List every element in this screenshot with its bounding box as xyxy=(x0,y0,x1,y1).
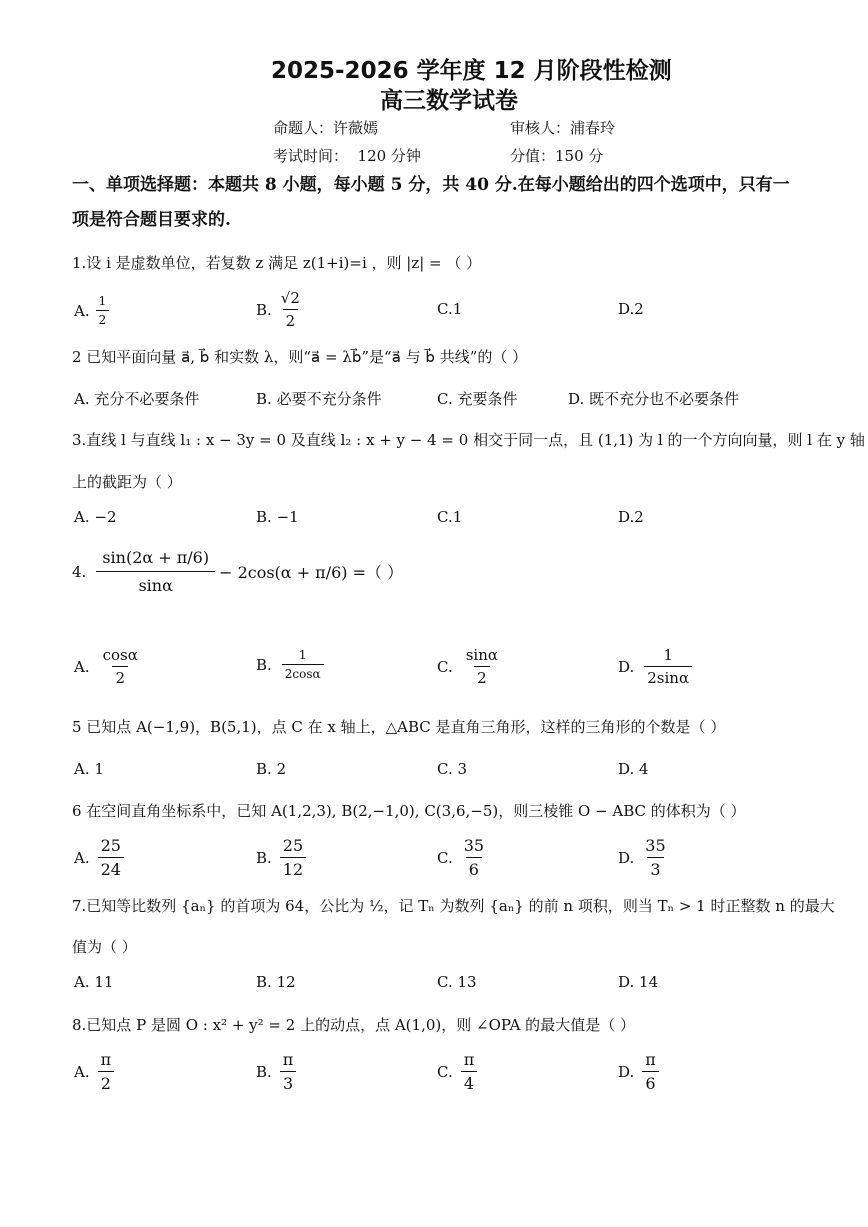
option-denominator: 2sinα xyxy=(644,666,692,687)
question-3-stem-cont: 上的截距为（ ） xyxy=(72,473,182,491)
q2-option-c[interactable] xyxy=(437,388,518,409)
option-text: −1 xyxy=(276,508,299,526)
q3-option-c[interactable] xyxy=(437,508,462,526)
question-6-stem: 6 在空间直角坐标系中，已知 A(1,2,3), B(2,−1,0), C(3,6,−5)，则三棱锥 O − ABC 的体积为（ ） xyxy=(72,802,746,820)
option-numerator: 25 xyxy=(282,836,304,855)
option-label: A. xyxy=(74,848,90,867)
question-7-stem-cont: 值为（ ） xyxy=(72,938,137,956)
option-label: B. xyxy=(256,973,272,991)
q3-option-d[interactable] xyxy=(618,508,644,526)
option-label: B. xyxy=(256,760,272,778)
q6-option-b[interactable] xyxy=(256,836,306,879)
question-2-stem: 2 已知平面向量 a⃗, b⃗ 和实数 λ，则“a⃗ = λb⃗”是“a⃗ 与 b⃗ 共线”的（ ） xyxy=(72,348,528,366)
option-label: A. xyxy=(74,973,90,991)
option-label: A. xyxy=(74,301,90,320)
q6-option-a[interactable] xyxy=(74,836,124,879)
option-text: 1 xyxy=(452,300,463,318)
option-label: B. xyxy=(256,300,272,319)
option-text: 2 xyxy=(634,508,644,526)
option-label: D. xyxy=(618,973,635,991)
q3-option-a[interactable] xyxy=(74,508,117,526)
question-4-stem xyxy=(72,548,403,595)
option-numerator: 35 xyxy=(463,836,485,855)
option-text: 充要条件 xyxy=(457,390,518,408)
option-label: A. xyxy=(74,1062,90,1081)
option-numerator: 25 xyxy=(100,836,121,855)
question-1-stem: 1.设 i 是虚数单位，若复数 z 满足 z(1+i)=i ，则 |z| = （ ） xyxy=(72,254,482,272)
q2-option-b[interactable] xyxy=(256,388,382,409)
stem-denominator: sinα xyxy=(96,571,215,595)
option-label: D. xyxy=(618,848,635,867)
q1-option-c[interactable] xyxy=(437,300,462,318)
option-denominator: 2 xyxy=(96,310,110,327)
option-label: B. xyxy=(256,655,272,674)
setter-info: 命题人：许薇嫣 xyxy=(273,119,379,137)
q8-option-a[interactable] xyxy=(74,1050,114,1093)
option-text: 12 xyxy=(276,973,296,991)
q2-option-d[interactable] xyxy=(568,388,739,409)
q1-option-d[interactable] xyxy=(618,300,644,318)
option-label: C. xyxy=(437,508,453,526)
q4-option-a[interactable] xyxy=(74,646,141,687)
section-heading-cont: 项是符合题目要求的. xyxy=(72,210,231,230)
question-8-stem: 8.已知点 P 是圆 O : x² + y² = 2 上的动点，点 A(1,0)，则 ∠OPA 的最大值是（ ） xyxy=(72,1016,635,1034)
q8-option-c[interactable] xyxy=(437,1050,477,1093)
option-numerator: π xyxy=(645,1050,656,1069)
option-denominator: 2 xyxy=(474,666,490,687)
q4-option-d[interactable] xyxy=(618,646,692,687)
option-text: 2 xyxy=(276,760,287,778)
option-label: A. xyxy=(74,760,90,778)
option-numerator: 1 xyxy=(98,294,107,308)
q1-option-b[interactable] xyxy=(256,289,303,330)
option-label: A. xyxy=(74,389,90,408)
q8-option-d[interactable] xyxy=(618,1050,659,1093)
stem-suffix: − 2cos(α + π/6) =（ ） xyxy=(219,563,404,582)
option-denominator: 2 xyxy=(112,666,128,687)
option-label: D. xyxy=(618,508,635,526)
exam-time: 考试时间： 120 分钟 xyxy=(273,147,421,165)
q7-option-b[interactable] xyxy=(256,973,296,991)
q3-option-b[interactable] xyxy=(256,508,299,526)
option-label: C. xyxy=(437,760,453,778)
option-denominator: 3 xyxy=(647,857,663,879)
q7-option-d[interactable] xyxy=(618,973,658,991)
option-denominator: 4 xyxy=(461,1071,477,1093)
option-numerator: sinα xyxy=(465,646,499,664)
option-label: A. xyxy=(74,508,90,526)
option-label: C. xyxy=(437,973,453,991)
option-label: D. xyxy=(618,1062,635,1081)
option-text: 1 xyxy=(94,760,104,778)
option-denominator: 12 xyxy=(280,857,306,879)
option-text: 必要不充分条件 xyxy=(276,390,382,408)
option-denominator: 2 xyxy=(98,1071,114,1093)
option-denominator: 24 xyxy=(98,857,124,879)
option-label: B. xyxy=(256,508,272,526)
reviewer-info: 审核人：浦春玲 xyxy=(510,119,616,137)
q7-option-a[interactable] xyxy=(74,973,113,991)
option-denominator: 3 xyxy=(280,1071,296,1093)
option-label: D. xyxy=(568,389,585,408)
option-text: 1 xyxy=(452,508,463,526)
option-label: D. xyxy=(618,760,635,778)
q6-option-d[interactable] xyxy=(618,836,669,879)
question-5-stem: 5 已知点 A(−1,9)，B(5,1)，点 C 在 x 轴上，△ABC 是直角三角形，这样的三角形的个数是（ ） xyxy=(72,718,726,736)
q1-option-a[interactable] xyxy=(74,294,109,327)
option-denominator: 2 xyxy=(283,309,299,330)
q5-option-d[interactable] xyxy=(618,760,649,778)
q5-option-b[interactable] xyxy=(256,760,286,778)
q4-option-c[interactable] xyxy=(437,646,501,687)
option-label: C. xyxy=(437,300,453,318)
option-label: B. xyxy=(256,1062,272,1081)
option-numerator: √2 xyxy=(280,289,300,307)
q6-option-c[interactable] xyxy=(437,836,487,879)
exam-subtitle: 高三数学试卷 xyxy=(380,88,518,114)
section-heading: 一、单项选择题：本题共 8 小题，每小题 5 分，共 40 分.在每小题给出的四个选项中，只有一 xyxy=(72,175,790,195)
option-text: 11 xyxy=(94,973,114,991)
option-numerator: 35 xyxy=(645,836,666,855)
option-denominator: 2cosα xyxy=(282,664,324,681)
option-text: 13 xyxy=(457,973,477,991)
option-label: D. xyxy=(618,657,635,676)
option-label: C. xyxy=(437,657,453,676)
q2-option-a[interactable] xyxy=(74,388,199,409)
q5-option-a[interactable] xyxy=(74,760,104,778)
option-numerator: π xyxy=(463,1050,475,1069)
option-numerator: 1 xyxy=(663,646,673,664)
option-text: 既不充分也不必要条件 xyxy=(589,390,740,408)
q5-option-c[interactable] xyxy=(437,760,467,778)
option-label: C. xyxy=(437,389,453,408)
question-7-stem: 7.已知等比数列 {aₙ} 的首项为 64，公比为 ½，记 Tₙ 为数列 {aₙ} 的前 n 项积，则当 Tₙ > 1 时正整数 n 的最大 xyxy=(72,897,835,915)
option-label: A. xyxy=(74,657,90,676)
option-numerator: 1 xyxy=(298,648,307,662)
option-numerator: π xyxy=(100,1050,112,1069)
option-text: 3 xyxy=(457,760,468,778)
question-3-stem: 3.直线 l 与直线 l₁ : x − 3y = 0 及直线 l₂ : x + y − 4 = 0 相交于同一点，且 (1,1) 为 l 的一个方向向量，则 l 在 y 轴 xyxy=(72,431,865,449)
option-text: 14 xyxy=(639,973,659,991)
option-numerator: cosα xyxy=(102,646,138,664)
q7-option-c[interactable] xyxy=(437,973,477,991)
option-text: −2 xyxy=(94,508,117,526)
option-label: C. xyxy=(437,848,453,867)
stem-numerator: sin(2α + π/6) xyxy=(102,548,210,567)
option-text: 充分不必要条件 xyxy=(94,390,200,408)
option-text: 2 xyxy=(634,300,644,318)
option-numerator: π xyxy=(282,1050,294,1069)
option-denominator: 6 xyxy=(642,1071,658,1093)
option-denominator: 6 xyxy=(466,857,482,879)
option-label: C. xyxy=(437,1062,453,1081)
question-number: 4. xyxy=(72,562,87,581)
exam-title: 2025-2026 学年度 12 月阶段性检测 xyxy=(271,58,672,84)
option-label: B. xyxy=(256,389,272,408)
option-label: D. xyxy=(618,300,635,318)
q4-option-b[interactable] xyxy=(256,648,324,681)
exam-score: 分值：150 分 xyxy=(510,147,604,165)
option-text: 4 xyxy=(639,760,649,778)
q8-option-b[interactable] xyxy=(256,1050,296,1093)
option-label: B. xyxy=(256,848,272,867)
